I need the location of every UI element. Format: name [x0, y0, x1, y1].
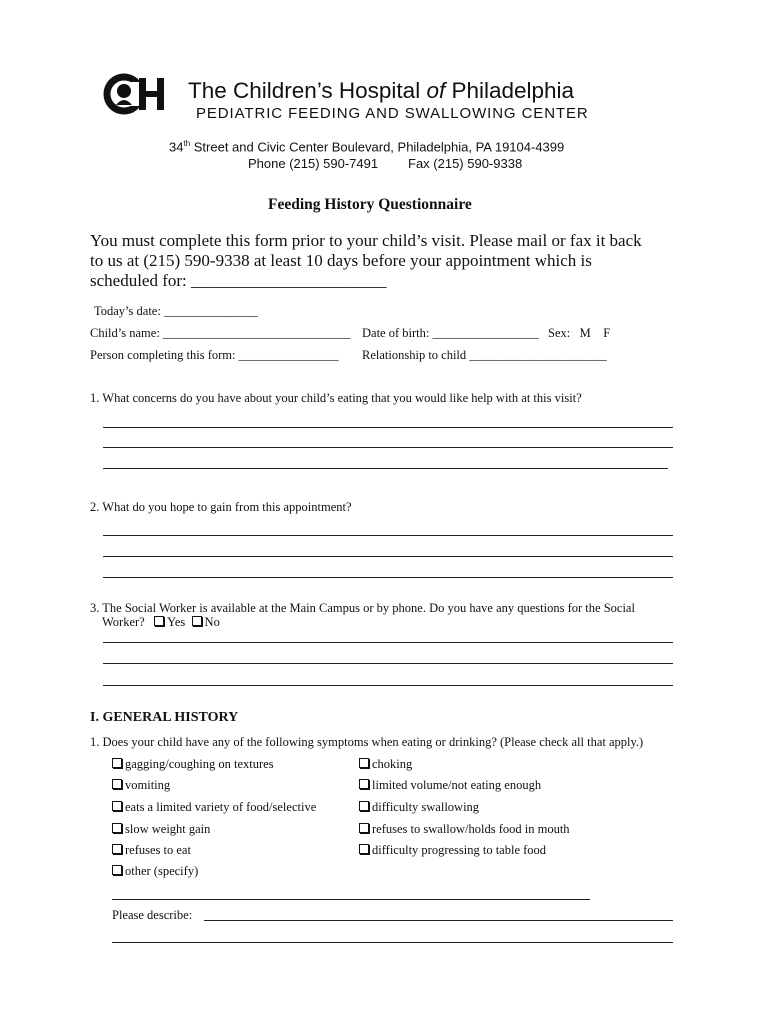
symptom-label: vomiting [125, 778, 171, 792]
checkbox[interactable] [112, 844, 122, 854]
checkbox[interactable] [112, 865, 122, 875]
symptom-option[interactable] [359, 778, 541, 793]
person-completing-field[interactable]: Person completing this form: ________________ [90, 348, 339, 362]
symptom-label: choking [372, 757, 413, 771]
relationship-field[interactable]: Relationship to child ______________________ [362, 348, 607, 362]
address-ordinal: th [183, 139, 191, 148]
symptom-option[interactable] [359, 822, 570, 837]
todays-date-field[interactable]: Today’s date: _______________ [94, 304, 258, 318]
childs-name-field[interactable]: Child’s name: ______________________________ [90, 326, 351, 340]
address-street: Street and Civic Center Boulevard, Philadelphia, PA 19104-4399 [190, 139, 565, 155]
date-of-birth-field[interactable]: Date of birth: _________________ [362, 326, 539, 340]
section-heading: I. GENERAL HISTORY [90, 710, 239, 725]
checkbox[interactable] [359, 844, 369, 854]
yes-checkbox[interactable] [154, 616, 164, 626]
symptom-label: other (specify) [125, 864, 199, 878]
question-3: 3. The Social Worker is available at the Main Campus or by phone. Do you have any questions for the Social [90, 601, 635, 615]
symptom-option[interactable] [112, 864, 198, 879]
symptom-option[interactable] [112, 778, 170, 793]
describe-line[interactable] [204, 920, 673, 921]
symptom-option[interactable] [112, 843, 191, 858]
sex-field[interactable]: Sex: M F [548, 326, 611, 340]
center-name: PEDIATRIC FEEDING AND SWALLOWING CENTER [196, 105, 589, 122]
checkbox[interactable] [359, 823, 369, 833]
symptom-label: refuses to swallow/holds food in mouth [372, 822, 570, 836]
symptom-label: eats a limited variety of food/selective [125, 800, 317, 814]
symptom-option[interactable] [359, 757, 412, 772]
symptom-label: difficulty swallowing [372, 800, 480, 814]
checkbox[interactable] [359, 779, 369, 789]
intro-line-1: You must complete this form prior to your child’s visit. Please mail or fax it back [90, 231, 642, 250]
please-describe-label: Please describe: [112, 908, 193, 922]
answer-line[interactable] [103, 577, 673, 578]
answer-line[interactable] [103, 447, 673, 448]
fax-number: Fax (215) 590-9338 [408, 156, 523, 171]
checkbox[interactable] [112, 801, 122, 811]
intro-line-3[interactable]: scheduled for: _______________________ [90, 271, 387, 290]
intro-line-2: to us at (215) 590-9338 at least 10 days before your appointment which is [90, 251, 592, 270]
other-specify-line[interactable] [112, 899, 590, 900]
question-2: 2. What do you hope to gain from this appointment? [90, 500, 352, 514]
symptoms-question: 1. Does your child have any of the following symptoms when eating or drinking? (Please check all that apply.) [90, 735, 644, 749]
no-checkbox[interactable] [192, 616, 202, 626]
answer-line[interactable] [103, 468, 668, 469]
question-1: 1. What concerns do you have about your child’s eating that you would like help with at this visit? [90, 391, 582, 405]
answer-line[interactable] [103, 642, 673, 643]
symptom-label: difficulty progressing to table food [372, 843, 547, 857]
symptom-option[interactable] [112, 800, 316, 815]
symptom-label: gagging/coughing on textures [125, 757, 274, 771]
symptom-option[interactable] [359, 800, 479, 815]
question-3-continued [102, 615, 220, 630]
answer-line[interactable] [103, 535, 673, 536]
checkbox[interactable] [359, 801, 369, 811]
chop-logo [100, 68, 170, 120]
checkbox[interactable] [112, 758, 122, 768]
hospital-name-of: of [426, 78, 446, 103]
describe-line[interactable] [112, 942, 673, 943]
address [169, 139, 564, 154]
answer-line[interactable] [103, 427, 673, 428]
hospital-name-pre: The Children’s Hospital [188, 78, 427, 103]
no-label: No [204, 615, 220, 629]
checkbox[interactable] [359, 758, 369, 768]
symptom-option[interactable] [112, 822, 210, 837]
checkbox[interactable] [112, 823, 122, 833]
symptom-label: limited volume/not eating enough [372, 778, 542, 792]
answer-line[interactable] [103, 556, 673, 557]
answer-line[interactable] [103, 663, 673, 664]
symptom-label: refuses to eat [125, 843, 191, 857]
form-title: Feeding History Questionnaire [268, 196, 472, 213]
yes-label: Yes [167, 615, 186, 629]
address-number: 34 [169, 139, 184, 155]
hospital-name-post: Philadelphia [445, 78, 575, 103]
answer-line[interactable] [103, 685, 673, 686]
hospital-name [188, 78, 574, 104]
symptom-label: slow weight gain [125, 822, 211, 836]
symptom-option[interactable] [359, 843, 546, 858]
question-3-worker: Worker? [102, 615, 145, 629]
phone-number: Phone (215) 590-7491 [248, 156, 379, 171]
checkbox[interactable] [112, 779, 122, 789]
symptom-option[interactable] [112, 757, 274, 772]
